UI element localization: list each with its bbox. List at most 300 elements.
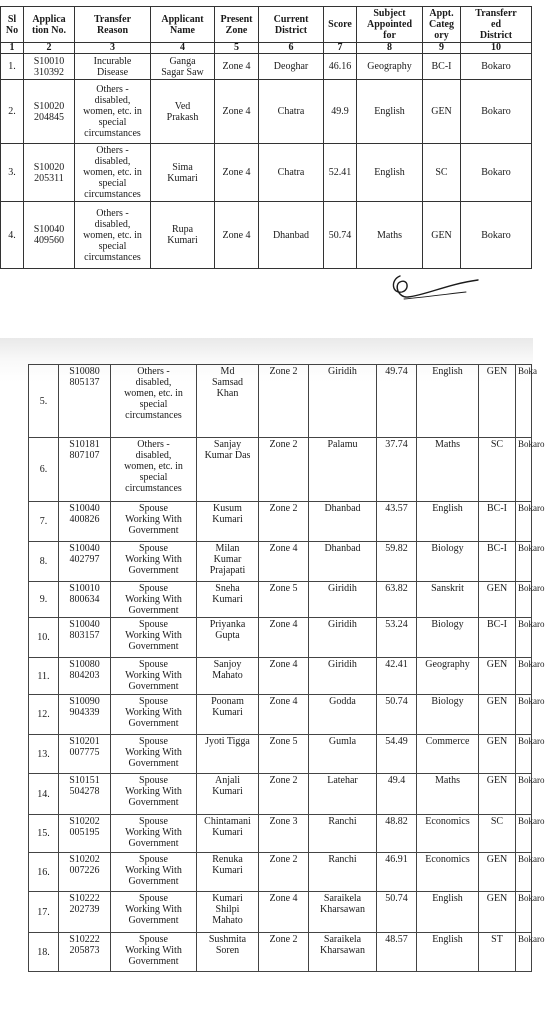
table-row (1, 202, 532, 269)
cell-line: tion No. (32, 24, 66, 36)
score (377, 695, 417, 735)
cell-line: Zone 4 (269, 619, 298, 630)
transfer-reason (111, 735, 197, 774)
cell-line: special (98, 240, 127, 252)
cell-line: Others - (96, 84, 129, 95)
applicant-name (197, 774, 259, 815)
cell-line: 007226 (69, 865, 100, 876)
cell-line: Bokaro (481, 106, 511, 117)
cell-line: Palamu (327, 439, 358, 450)
cell-line: Bokaro (518, 736, 545, 746)
table-row (29, 582, 532, 618)
transferred-district (516, 735, 545, 774)
cell-line: Priyanka (209, 619, 246, 630)
cell-line: Kumari (212, 594, 243, 605)
serial-number: 14. (29, 774, 59, 815)
subject-appointed (417, 815, 479, 853)
cell-line: circumstances (84, 128, 141, 139)
table-row (1, 54, 532, 80)
signature-mark (386, 270, 481, 304)
current-district (309, 892, 377, 933)
cell-line: Categ (429, 19, 454, 30)
cell-line: Bokaro (518, 659, 545, 669)
table-row (29, 658, 532, 695)
cell-line: Government (128, 605, 179, 616)
cell-line: Kumari (212, 514, 243, 525)
transferred-district (516, 815, 545, 853)
cell-line: GEN (486, 366, 508, 377)
column-number: 1 (1, 43, 24, 54)
cell-line: Biology (431, 619, 464, 630)
cell-line: for (383, 30, 396, 41)
cell-line: Name (170, 24, 195, 36)
cell-line: 50.74 (385, 696, 408, 707)
cell-line: Godda (329, 696, 356, 707)
cell-line: 52.41 (328, 167, 352, 178)
cell-line: Ranchi (328, 816, 357, 827)
column-number: 2 (24, 43, 75, 54)
current-district (259, 202, 324, 269)
cell-line: GEN (486, 854, 508, 865)
transferred-district (516, 618, 545, 658)
subject-appointed (417, 618, 479, 658)
cell-line: Others - (96, 207, 129, 219)
cell-line: Dhanbad (324, 503, 361, 514)
cell-line: Bokaro (518, 503, 545, 513)
cell-line: Spouse (139, 934, 168, 945)
appointment-category (479, 582, 516, 618)
cell-line: Kumari (212, 786, 243, 797)
applicant-name (197, 438, 259, 502)
current-district (309, 853, 377, 892)
present-zone (215, 144, 259, 202)
cell-line: 59.82 (385, 543, 408, 554)
column-number: 6 (259, 43, 324, 54)
cell-line: Md (220, 366, 235, 377)
transferred-district (516, 502, 545, 542)
appointment-category (423, 80, 461, 144)
cell-line: Bokaro (518, 583, 545, 593)
serial-number: 8. (29, 542, 59, 582)
transferred-district (516, 933, 545, 972)
present-zone (259, 542, 309, 582)
cell-line: women, etc. in (124, 461, 183, 472)
cell-line: Maths (377, 229, 402, 241)
cell-line: Ved (174, 100, 191, 112)
score (377, 735, 417, 774)
application-number (59, 658, 111, 695)
cell-line: Zone 2 (269, 775, 298, 786)
column-number: 7 (324, 43, 357, 54)
current-district (309, 695, 377, 735)
cell-line: Ranchi (328, 854, 357, 865)
transfer-reason (111, 933, 197, 972)
cell-line: Government (128, 758, 179, 769)
cell-line: S10151 (69, 775, 100, 786)
cell-line: No (5, 24, 19, 36)
application-number (59, 815, 111, 853)
cell-line: BC-I (487, 503, 507, 514)
present-zone (259, 438, 309, 502)
transfer-reason (75, 144, 151, 202)
cell-line: 46.16 (328, 61, 352, 72)
cell-line: 904339 (69, 707, 100, 718)
cell-line: Zone (225, 24, 248, 36)
cell-line: Geography (425, 659, 470, 670)
appointment-category (479, 735, 516, 774)
applicant-name (197, 542, 259, 582)
column-number: 10 (461, 43, 532, 54)
table-row (1, 144, 532, 202)
cell-line: Appt. (429, 8, 454, 19)
transfer-reason (111, 853, 197, 892)
cell-line: Mahato (212, 670, 243, 681)
cell-line: English (432, 503, 463, 514)
score (377, 774, 417, 815)
score (377, 815, 417, 853)
cell-line: Geography (367, 61, 412, 72)
cell-line: Mahato (212, 915, 243, 926)
score (377, 438, 417, 502)
subject-appointed (417, 853, 479, 892)
cell-line: 49.4 (387, 775, 406, 786)
application-number (24, 144, 75, 202)
column-header (1, 7, 24, 43)
cell-line: Saraikela (323, 893, 362, 904)
serial-number: 11. (29, 658, 59, 695)
cell-line: special (139, 472, 168, 483)
cell-line: S10222 (69, 893, 100, 904)
cell-line: Spouse (139, 775, 168, 786)
cell-line: Maths (435, 439, 460, 450)
transfer-reason (111, 542, 197, 582)
transfer-reason (75, 80, 151, 144)
cell-line: Chintamani (204, 816, 251, 827)
serial-number: 18. (29, 933, 59, 972)
cell-line: 805137 (69, 377, 100, 388)
serial-number: 10. (29, 618, 59, 658)
table-row (29, 933, 532, 972)
transferred-district (516, 774, 545, 815)
cell-line: Current (273, 13, 309, 25)
application-number (24, 80, 75, 144)
table-row (29, 735, 532, 774)
appointment-category (479, 618, 516, 658)
cell-line: English (432, 934, 463, 945)
cell-line: Jyoti Tigga (205, 736, 250, 747)
application-number (59, 582, 111, 618)
transferred-district (516, 582, 545, 618)
cell-line: Latehar (327, 775, 358, 786)
applicant-name (197, 933, 259, 972)
cell-line: Boka (518, 366, 537, 376)
appointment-category (423, 54, 461, 80)
cell-line: Zone 4 (269, 659, 298, 670)
score (377, 618, 417, 658)
present-zone (259, 582, 309, 618)
cell-line: circumstances (84, 189, 141, 200)
cell-line: Spouse (139, 893, 168, 904)
cell-line: Bokaro (518, 696, 545, 706)
appointment-category (479, 933, 516, 972)
column-header (259, 7, 324, 43)
score (377, 933, 417, 972)
cell-line: 48.82 (385, 816, 408, 827)
cell-line: Government (128, 876, 179, 887)
current-district (309, 365, 377, 438)
cell-line: Government (128, 797, 179, 808)
column-number: 5 (215, 43, 259, 54)
appointment-category (479, 365, 516, 438)
cell-line: Bokaro (518, 775, 545, 785)
present-zone (215, 202, 259, 269)
serial-number: 3. (1, 144, 24, 202)
applicant-name (197, 695, 259, 735)
cell-line: Score (328, 19, 352, 30)
current-district (259, 80, 324, 144)
subject-appointed (357, 144, 423, 202)
score (377, 365, 417, 438)
cell-line: Others - (96, 145, 129, 156)
current-district (309, 582, 377, 618)
transfer-table-page-1 (0, 6, 532, 269)
present-zone (215, 80, 259, 144)
cell-line: women, etc. in (83, 229, 142, 241)
cell-line: disabled, (94, 95, 131, 106)
cell-line: Bokaro (518, 439, 545, 449)
cell-line: Dhanbad (272, 229, 310, 241)
application-number (59, 735, 111, 774)
transferred-district (516, 542, 545, 582)
cell-line: 204845 (34, 111, 64, 123)
transfer-reason (111, 365, 197, 438)
present-zone (259, 933, 309, 972)
cell-line: Bokaro (481, 61, 511, 72)
current-district (309, 815, 377, 853)
score (377, 502, 417, 542)
page-2 (0, 338, 545, 1024)
column-header (215, 7, 259, 43)
subject-appointed (417, 933, 479, 972)
subject-appointed (417, 502, 479, 542)
cell-line: BC-I (431, 61, 452, 72)
transferred-district (516, 853, 545, 892)
serial-number: 2. (1, 80, 24, 144)
cell-line: Kumar Das (204, 450, 251, 461)
application-number (59, 618, 111, 658)
cell-line: English (374, 106, 405, 117)
serial-number: 15. (29, 815, 59, 853)
present-zone (259, 815, 309, 853)
cell-line: S10181 (69, 439, 100, 450)
cell-line: Government (128, 525, 179, 536)
cell-line: Others - (137, 366, 170, 377)
appointment-category (479, 695, 516, 735)
transfer-reason (75, 202, 151, 269)
cell-line: 42.41 (385, 659, 408, 670)
cell-line: 53.24 (385, 619, 408, 630)
score (377, 542, 417, 582)
present-zone (215, 54, 259, 80)
cell-line: GEN (431, 106, 452, 117)
cell-line: Government (128, 681, 179, 692)
column-number: 8 (357, 43, 423, 54)
table-row (29, 853, 532, 892)
transfer-reason (111, 502, 197, 542)
cell-line: Zone 3 (269, 816, 298, 827)
cell-line: Zone 2 (269, 366, 298, 377)
cell-line: Subject (373, 8, 406, 19)
subject-appointed (417, 658, 479, 695)
cell-line: Renuka (212, 854, 243, 865)
appointment-category (423, 202, 461, 269)
cell-line: Bokaro (481, 229, 511, 241)
cell-line: 202739 (69, 904, 100, 915)
cell-line: ST (491, 934, 503, 945)
cell-line: 49.74 (385, 366, 408, 377)
current-district (309, 438, 377, 502)
cell-line: Ganga (169, 55, 196, 67)
applicant-name (197, 892, 259, 933)
cell-line: Working With (125, 786, 182, 797)
application-number (59, 853, 111, 892)
cell-line: Zone 2 (269, 503, 298, 514)
transfer-reason (111, 815, 197, 853)
cell-line: S10020 (33, 161, 65, 173)
table-row (29, 438, 532, 502)
serial-number: 17. (29, 892, 59, 933)
cell-line: Spouse (139, 854, 168, 865)
applicant-name (197, 502, 259, 542)
cell-line: Sanjoy (213, 659, 242, 670)
transfer-reason (75, 54, 151, 80)
cell-line: Kumari (212, 893, 243, 904)
application-number (59, 542, 111, 582)
cell-line: 205311 (34, 172, 64, 184)
cell-line: Present (220, 13, 253, 25)
present-zone (259, 618, 309, 658)
transferred-district (461, 80, 532, 144)
application-number (59, 502, 111, 542)
applicant-name (197, 582, 259, 618)
transfer-reason (111, 438, 197, 502)
cell-line: Kumar (213, 554, 242, 565)
present-zone (259, 502, 309, 542)
column-header (151, 7, 215, 43)
cell-line: Working With (125, 945, 182, 956)
current-district (309, 618, 377, 658)
cell-line: S10080 (69, 659, 100, 670)
score (324, 54, 357, 80)
cell-line: Working With (125, 707, 182, 718)
cell-line: 005195 (69, 827, 100, 838)
cell-line: Giridih (328, 619, 357, 630)
transferred-district (516, 695, 545, 735)
cell-line: Disease (96, 66, 129, 78)
table-row (1, 80, 532, 144)
applicant-name (197, 618, 259, 658)
cell-line: GEN (486, 659, 508, 670)
cell-line: Bokaro (518, 893, 545, 903)
cell-line: Commerce (425, 736, 470, 747)
cell-line: Spouse (139, 619, 168, 630)
transferred-district (516, 892, 545, 933)
cell-line: District (479, 30, 513, 41)
cell-line: GEN (431, 229, 452, 241)
cell-line: S10202 (69, 854, 100, 865)
applicant-name (151, 54, 215, 80)
score (377, 892, 417, 933)
cell-line: GEN (486, 893, 508, 904)
cell-line: Transferr (475, 8, 517, 19)
current-district (309, 658, 377, 695)
cell-line: Spouse (139, 816, 168, 827)
table-row (29, 502, 532, 542)
current-district (309, 933, 377, 972)
cell-line: 409560 (34, 235, 64, 246)
column-header (75, 7, 151, 43)
column-header (324, 7, 357, 43)
cell-line: Bokaro (481, 167, 511, 178)
serial-number: 1. (1, 54, 24, 80)
cell-line: Zone 2 (269, 439, 298, 450)
cell-line: Zone 4 (222, 61, 251, 72)
cell-line: S10080 (69, 366, 100, 377)
cell-line: SC (490, 439, 504, 450)
cell-line: 43.57 (385, 503, 408, 514)
cell-line: GEN (486, 583, 508, 594)
cell-line: 803157 (69, 630, 100, 641)
cell-line: Sima (172, 161, 193, 173)
column-number: 3 (75, 43, 151, 54)
appointment-category (479, 438, 516, 502)
cell-line: Anjali (215, 775, 240, 786)
cell-line: Milan (215, 543, 240, 554)
cell-line: Prakash (166, 111, 199, 123)
cell-line: 807107 (69, 450, 100, 461)
cell-line: ory (434, 30, 449, 41)
table-row (29, 695, 532, 735)
cell-line: women, etc. in (83, 106, 142, 117)
cell-line: Zone 2 (269, 934, 298, 945)
cell-line: Working With (125, 554, 182, 565)
transferred-district (516, 658, 545, 695)
application-number (24, 202, 75, 269)
cell-line: Zone 5 (269, 583, 298, 594)
cell-line: Saraikela (323, 934, 362, 945)
transferred-district (516, 438, 545, 502)
cell-line: Khan (216, 388, 239, 399)
current-district (309, 774, 377, 815)
subject-appointed (417, 582, 479, 618)
appointment-category (479, 892, 516, 933)
cell-line: GEN (486, 775, 508, 786)
cell-line: Working With (125, 594, 182, 605)
serial-number: 16. (29, 853, 59, 892)
cell-line: 50.74 (328, 229, 352, 241)
cell-line: Kumari (212, 865, 243, 876)
application-number (59, 774, 111, 815)
cell-line: Zone 4 (269, 893, 298, 904)
cell-line: 310392 (34, 66, 64, 78)
cell-line: 007775 (69, 747, 100, 758)
cell-line: Working With (125, 747, 182, 758)
appointment-category (479, 774, 516, 815)
cell-line: Reason (96, 24, 129, 36)
cell-line: Economics (425, 854, 470, 865)
cell-line: Dhanbad (324, 543, 361, 554)
cell-line: 48.57 (385, 934, 408, 945)
